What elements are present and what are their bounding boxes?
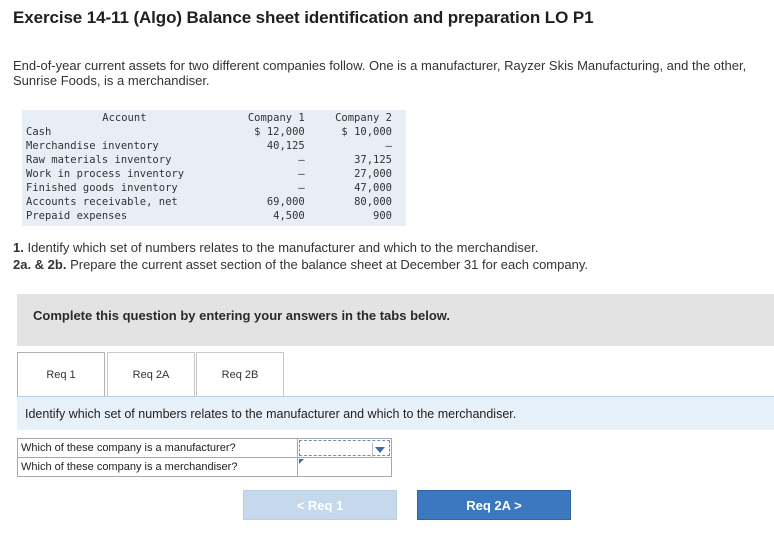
company-2-value: $ 10,000 [341, 126, 392, 138]
company-1-value: $ 12,000 [254, 126, 305, 138]
answer-row [18, 458, 392, 477]
prev-button-label: Req 1 [307, 498, 344, 513]
company-2-value: 37,125 [354, 154, 392, 166]
panel-prompt: Identify which set of numbers relates to the manufacturer and which to the merchandiser. [25, 407, 517, 421]
company-2-value: 80,000 [354, 196, 392, 208]
account-name: Raw materials inventory [26, 154, 172, 166]
answer-cell [298, 458, 392, 477]
table-row [22, 153, 406, 167]
table-row [22, 139, 406, 153]
company-2-value: – [385, 140, 392, 152]
account-name: Merchandise inventory [26, 140, 159, 152]
chevron-right-icon: > [514, 498, 522, 513]
company-1-value: – [298, 154, 305, 166]
instruction-2-number: 2a. & 2b. [13, 257, 67, 272]
company-2-value: 900 [373, 210, 392, 222]
question-manufacturer: Which of these company is a manufacturer? [18, 439, 298, 458]
merchandiser-input[interactable] [299, 459, 390, 475]
select-divider [372, 443, 373, 458]
instructions-banner [17, 294, 774, 346]
company-2-value: 47,000 [354, 182, 392, 194]
instructions [13, 239, 588, 273]
tab-req-2b[interactable]: Req 2B [196, 352, 284, 396]
header-company-2: Company 2 [335, 112, 392, 124]
prev-req-1-button[interactable] [243, 490, 397, 520]
page-title: Exercise 14-11 (Algo) Balance sheet identification and preparation LO P1 [13, 8, 594, 27]
table-row [22, 209, 406, 223]
tab-req-1[interactable]: Req 1 [17, 352, 105, 396]
account-name: Accounts receivable, net [26, 196, 178, 208]
question-merchandiser: Which of these company is a merchandiser? [18, 458, 298, 477]
tab-req-2a[interactable]: Req 2A [107, 352, 195, 396]
header-company-1: Company 1 [247, 112, 305, 124]
answer-cell [298, 439, 392, 458]
next-button-label: Req 2A [466, 498, 511, 513]
table-header-row [22, 111, 406, 125]
company-1-value: – [298, 182, 305, 194]
table-row [22, 181, 406, 195]
instruction-2 [13, 256, 588, 273]
instruction-1-number: 1. [13, 240, 24, 255]
company-1-value: 4,500 [273, 210, 305, 222]
account-name: Finished goods inventory [26, 182, 178, 194]
tab-panel-header [17, 396, 774, 430]
instruction-1-text: Identify which set of numbers relates to the manufacturer and which to the merchandiser. [23, 240, 539, 255]
current-assets-table [22, 110, 406, 226]
company-1-value: – [298, 168, 305, 180]
account-name: Cash [26, 126, 52, 138]
table-row [22, 125, 406, 139]
account-name: Prepaid expenses [26, 210, 128, 222]
chevron-left-icon: < [296, 498, 305, 513]
banner-text: Complete this question by entering your answers in the tabs below. [33, 308, 451, 323]
manufacturer-select[interactable] [299, 440, 390, 456]
answer-table [17, 438, 392, 477]
company-2-value: 27,000 [354, 168, 392, 180]
instruction-2-text: Prepare the current asset section of the balance sheet at December 31 for each company. [66, 257, 588, 272]
company-1-value: 69,000 [266, 196, 305, 208]
chevron-down-icon[interactable] [375, 447, 385, 453]
intro-text: End-of-year current assets for two different companies follow. One is a manufacturer, Rayzer Skis Manufacturing, and the other, Sunrise Foods, is a merchandiser. [13, 58, 747, 88]
next-req-2a-button[interactable] [417, 490, 571, 520]
table-row [22, 195, 406, 209]
header-account: Account [102, 112, 147, 124]
account-name: Work in process inventory [26, 168, 185, 180]
table-row [22, 167, 406, 181]
company-1-value: 40,125 [266, 140, 305, 152]
answer-row [18, 439, 392, 458]
instruction-1 [13, 239, 588, 256]
